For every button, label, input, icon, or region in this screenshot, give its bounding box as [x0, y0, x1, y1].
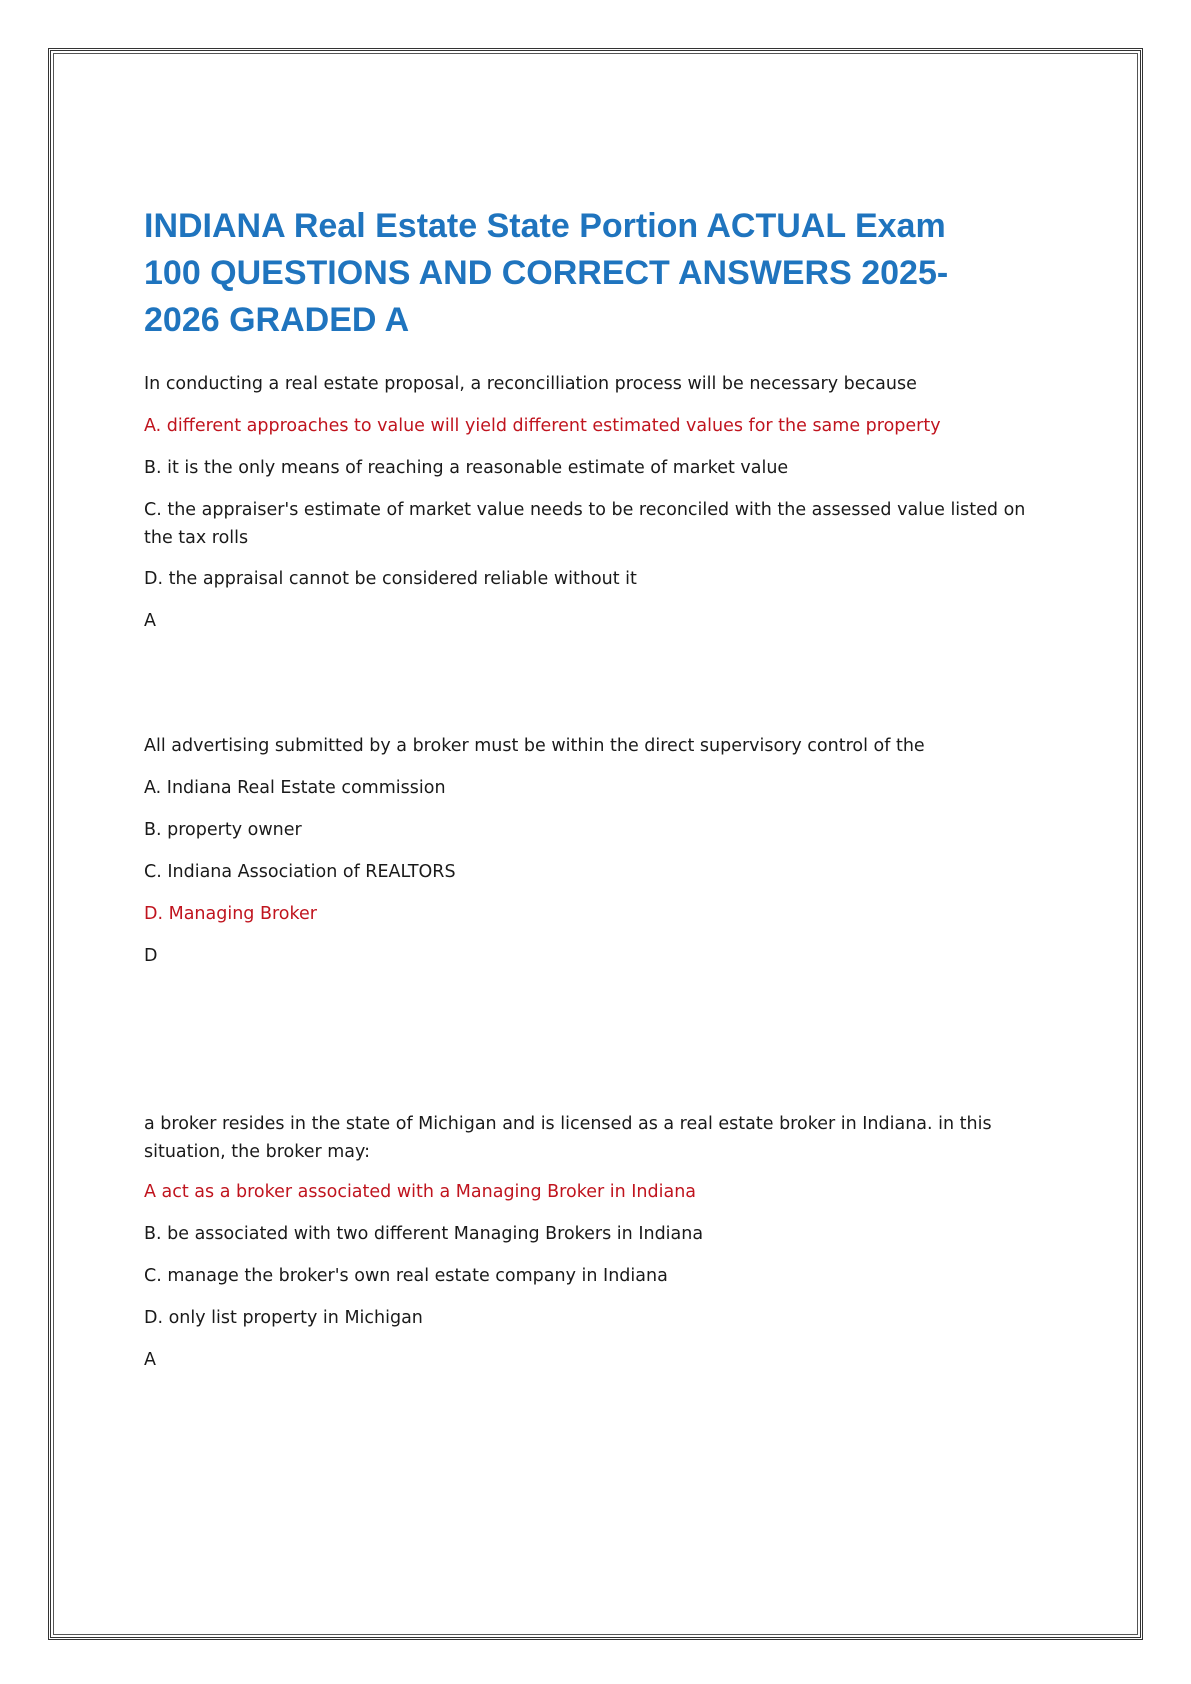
question-2-option-c: C. Indiana Association of REALTORS	[144, 862, 456, 882]
question-3-text-line-1: a broker resides in the state of Michigan and is licensed as a real estate broker in Indiana. in this	[144, 1114, 992, 1134]
question-3-answer: A	[144, 1350, 156, 1370]
question-1-option-b: B. it is the only means of reaching a reasonable estimate of market value	[144, 458, 789, 478]
title-line-1: INDIANA Real Estate State Portion ACTUAL Exam	[144, 207, 946, 245]
question-3-text	[144, 1110, 1044, 1166]
question-3-text-line-2: situation, the broker may:	[144, 1142, 370, 1162]
question-2-text: All advertising submitted by a broker must be within the direct supervisory control of the	[144, 736, 925, 756]
title-line-3: 2026 GRADED A	[144, 301, 410, 339]
question-1-option-c	[144, 496, 1044, 552]
document-title	[144, 203, 1024, 344]
question-3-option-a-correct: A act as a broker associated with a Managing Broker in Indiana	[144, 1182, 697, 1202]
question-1-answer: A	[144, 611, 156, 631]
question-1-option-c-line-2: the tax rolls	[144, 528, 249, 548]
question-2-option-d-correct: D. Managing Broker	[144, 904, 317, 924]
question-2-answer: D	[144, 946, 158, 966]
question-2-option-a: A. Indiana Real Estate commission	[144, 778, 446, 798]
question-1-option-d: D. the appraisal cannot be considered reliable without it	[144, 569, 637, 589]
title-line-2: 100 QUESTIONS AND CORRECT ANSWERS 2025-	[144, 254, 949, 292]
question-3-option-d: D. only list property in Michigan	[144, 1308, 423, 1328]
question-3-option-b: B. be associated with two different Managing Brokers in Indiana	[144, 1224, 704, 1244]
question-1-option-a-correct: A. different approaches to value will yield different estimated values for the same property	[144, 416, 941, 436]
question-1-text: In conducting a real estate proposal, a reconcilliation process will be necessary because	[144, 374, 917, 394]
question-3-option-c: C. manage the broker's own real estate company in Indiana	[144, 1266, 668, 1286]
question-1-option-c-line-1: C. the appraiser's estimate of market value needs to be reconciled with the assessed value listed on	[144, 500, 1026, 520]
question-2-option-b: B. property owner	[144, 820, 302, 840]
